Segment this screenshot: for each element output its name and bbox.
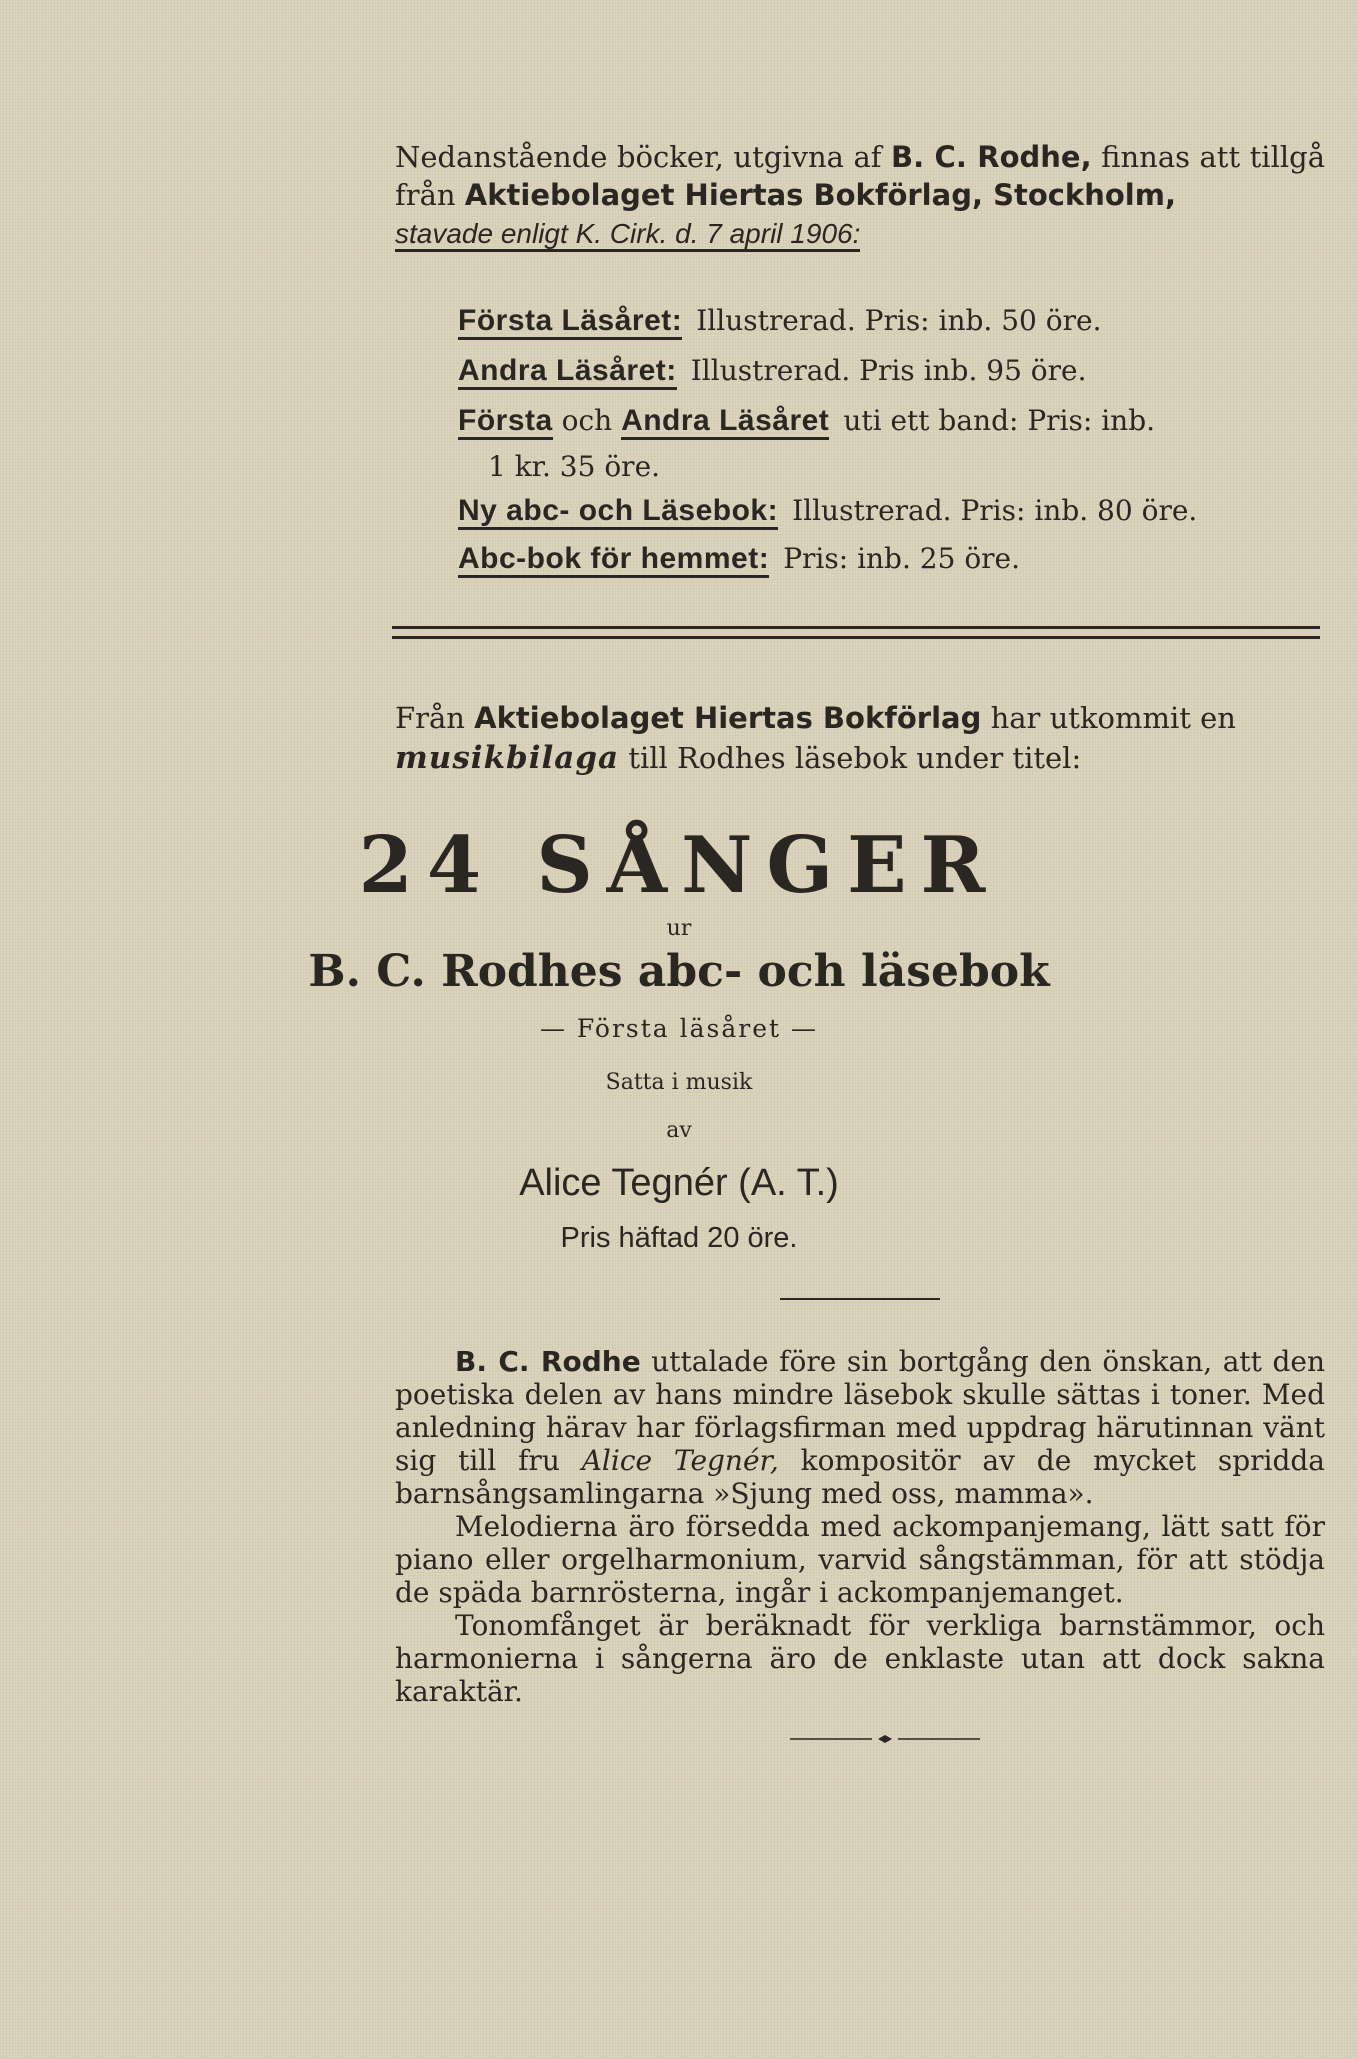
announcement-paragraph bbox=[395, 698, 1325, 778]
description-text bbox=[395, 1345, 1325, 1708]
supplement-term: musikbilaga bbox=[395, 740, 620, 776]
intro-text-a: Nedanstående böcker, utgivna af bbox=[395, 140, 892, 174]
author-name: B. C. Rodhe, bbox=[891, 140, 1092, 174]
book-desc: Illustrerad. Pris: inb. 80 öre. bbox=[792, 494, 1198, 527]
book-joiner: och bbox=[552, 404, 622, 437]
announcement-text: har utkommit en bbox=[981, 701, 1236, 735]
paragraph bbox=[395, 1345, 1325, 1510]
announcement-text: Från bbox=[395, 701, 475, 735]
intro-text-b: finnas att tillgå från bbox=[395, 140, 1325, 212]
composer-name-inline: Alice Tegnér, bbox=[581, 1444, 779, 1477]
paragraph: Melodierna äro försedda med ackompanjemang, lätt satt för piano eller orgelharmonium, varvid sångstämman, för att stödja de späda barnrösterna, ingår i ackompanjemanget. bbox=[395, 1510, 1325, 1609]
book-desc: 1 kr. 35 öre. bbox=[488, 450, 661, 483]
title-subtitle: B. C. Rodhes abc- och läsebok bbox=[308, 946, 1050, 997]
composer-name: Alice Tegnér (A. T.) bbox=[519, 1162, 839, 1204]
book-desc: uti ett band: Pris: inb. bbox=[843, 404, 1156, 437]
publisher-name: Aktiebolaget Hiertas Bokförlag, Stockholm, bbox=[464, 178, 1176, 212]
book-title: Ny abc- och Läsebok: bbox=[458, 494, 778, 530]
book-title: Andra Läsåret: bbox=[458, 354, 677, 390]
book-item bbox=[458, 536, 1020, 582]
book-desc: Illustrerad. Pris: inb. 50 öre. bbox=[696, 304, 1102, 337]
main-title: 24 SÅNGER bbox=[358, 820, 1000, 911]
book-desc: Illustrerad. Pris inb. 95 öre. bbox=[690, 354, 1087, 387]
book-title: Andra Läsåret bbox=[621, 404, 829, 440]
book-desc-continuation bbox=[488, 444, 660, 490]
book-title: Abc-bok för hemmet: bbox=[458, 542, 769, 578]
double-rule-divider bbox=[392, 626, 1320, 639]
author-name: B. C. Rodhe bbox=[455, 1345, 641, 1378]
publisher-name: Aktiebolaget Hiertas Bokförlag bbox=[474, 701, 982, 735]
title-ur: ur bbox=[666, 916, 692, 941]
book-item bbox=[458, 348, 1087, 394]
paragraph: Tonomfånget är beräknadt för verkliga barnstämmor, och harmonierna i sångerna äro de enklaste utan att dock sakna karaktär. bbox=[395, 1609, 1325, 1708]
book-item bbox=[458, 398, 1155, 444]
price-text: Pris häftad 20 öre. bbox=[560, 1222, 798, 1254]
book-title: Första Läsåret: bbox=[458, 304, 682, 340]
book-title: Första bbox=[458, 404, 553, 440]
book-item bbox=[458, 488, 1197, 534]
title-edition: — Första läsåret — bbox=[539, 1014, 819, 1043]
intro-paragraph bbox=[395, 138, 1325, 253]
paragraph-text: uttalade före sin bortgång den önskan, att den poetiska delen av hans mindre läsebok skulle sättas i toner. Med anledning härav har förlagsfirman med uppdrag härutinnan vänt sig till fru bbox=[395, 1345, 1325, 1477]
set-to-music: Satta i musik bbox=[605, 1070, 753, 1095]
by-word: av bbox=[666, 1118, 692, 1143]
book-desc: Pris: inb. 25 öre. bbox=[783, 542, 1021, 575]
announcement-text: till Rodhes läsebok under titel: bbox=[619, 741, 1082, 775]
short-rule-divider bbox=[780, 1298, 940, 1300]
ornament-rule bbox=[790, 1734, 980, 1744]
paragraph-text: kompositör av de mycket spridda barnsångsamlingarna »Sjung med oss, mamma». bbox=[395, 1444, 1325, 1510]
book-item bbox=[458, 298, 1101, 344]
spelling-note: stavade enligt K. Cirk. d. 7 april 1906: bbox=[395, 218, 860, 252]
